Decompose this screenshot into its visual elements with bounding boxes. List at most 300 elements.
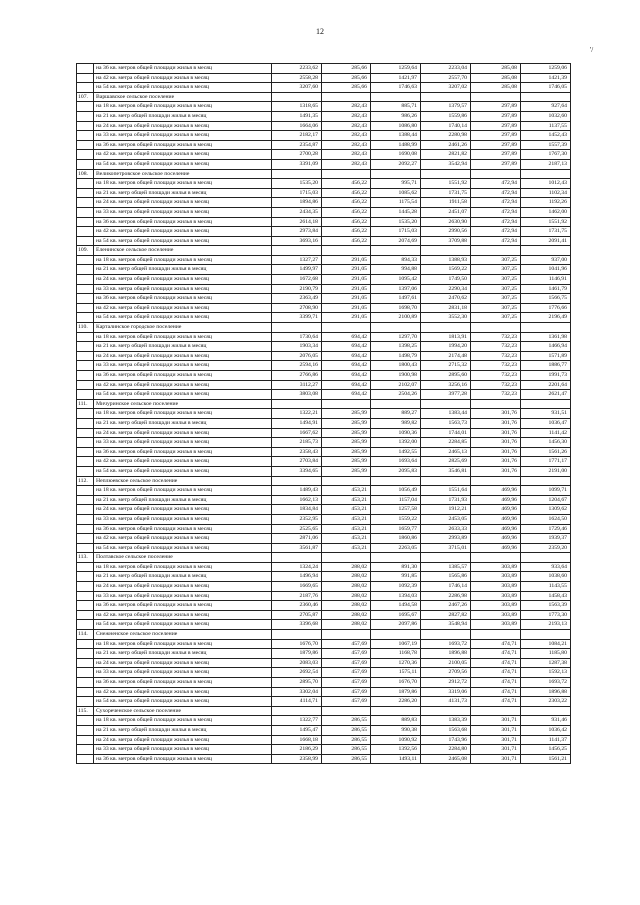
value-cell: 3256,16: [421, 380, 471, 390]
section-row: [77, 630, 571, 640]
value-cell: 453,21: [322, 514, 371, 524]
empty-cell: [77, 658, 94, 668]
value-cell: 1912,21: [421, 505, 471, 515]
value-cell: 469,96: [471, 505, 521, 515]
value-cell: 1322,21: [272, 409, 322, 419]
value-cell: 472,94: [471, 207, 521, 217]
table-row: [77, 140, 571, 150]
empty-cell: [77, 754, 94, 764]
table-row: [77, 754, 571, 764]
table-row: [77, 534, 571, 544]
value-cell: 1157,04: [371, 495, 421, 505]
value-cell: 1676,70: [272, 639, 322, 649]
value-cell: 3302,04: [272, 687, 322, 697]
value-cell: 1324,24: [272, 562, 322, 572]
empty-cell: [471, 169, 521, 179]
value-cell: 991,85: [371, 572, 421, 582]
value-cell: 1458,43: [521, 591, 571, 601]
table-row: [77, 725, 571, 735]
row-label: на 21 кв. метр общей площади жилья в месяц: [94, 495, 272, 505]
value-cell: 989,82: [371, 418, 421, 428]
value-cell: 1662,13: [272, 495, 322, 505]
value-cell: 291,05: [322, 294, 371, 304]
row-label: на 42 кв. метра общей площади жилья в месяц: [94, 610, 272, 620]
value-cell: 2191,00: [521, 466, 571, 476]
value-cell: 3542,94: [421, 159, 471, 169]
value-cell: 1421,39: [521, 73, 571, 83]
value-cell: 1731,75: [421, 188, 471, 198]
value-cell: 288,02: [322, 591, 371, 601]
empty-cell: [77, 697, 94, 707]
value-cell: 2831,18: [421, 303, 471, 313]
empty-cell: [77, 591, 94, 601]
empty-cell: [77, 227, 94, 237]
empty-cell: [421, 92, 471, 102]
value-cell: 1287,38: [521, 658, 571, 668]
value-cell: 1860,86: [371, 534, 421, 544]
table-row: [77, 111, 571, 121]
value-cell: 282,43: [322, 131, 371, 141]
table-row: [77, 495, 571, 505]
value-cell: 2092,27: [371, 159, 421, 169]
value-cell: 285,08: [471, 83, 521, 93]
value-cell: 2708,90: [272, 303, 322, 313]
value-cell: 1318,65: [272, 102, 322, 112]
value-cell: 301,76: [471, 409, 521, 419]
value-cell: 472,94: [471, 198, 521, 208]
row-label: на 18 кв. метров общей площади жилья в месяц: [94, 255, 272, 265]
table-row: [77, 582, 571, 592]
value-cell: 1565,86: [421, 572, 471, 582]
value-cell: 1394,03: [371, 591, 421, 601]
value-cell: 1695,67: [371, 610, 421, 620]
value-cell: 288,02: [322, 582, 371, 592]
value-cell: 2621,47: [521, 390, 571, 400]
empty-cell: [371, 553, 421, 563]
value-cell: 469,96: [471, 514, 521, 524]
value-cell: 288,02: [322, 601, 371, 611]
value-cell: 1559,86: [421, 111, 471, 121]
value-cell: 3803,08: [272, 390, 322, 400]
value-cell: 453,21: [322, 534, 371, 544]
table-row: [77, 159, 571, 169]
row-label: на 36 кв. метров общей площади жилья в месяц: [94, 371, 272, 381]
value-cell: 1137,55: [521, 121, 571, 131]
value-cell: 3207,60: [272, 83, 322, 93]
value-cell: 1668,18: [272, 735, 322, 745]
row-label: на 18 кв. метров общей площади жилья в месяц: [94, 716, 272, 726]
value-cell: 457,69: [322, 668, 371, 678]
value-cell: 1834,84: [272, 505, 322, 515]
row-label: на 42 кв. метра общей площади жилья в месяц: [94, 227, 272, 237]
empty-cell: [77, 725, 94, 735]
value-cell: 1032,60: [521, 111, 571, 121]
value-cell: 3715,01: [421, 543, 471, 553]
value-cell: 1084,21: [521, 639, 571, 649]
value-cell: 288,02: [322, 620, 371, 630]
value-cell: 288,02: [322, 572, 371, 582]
value-cell: 2303,22: [521, 697, 571, 707]
value-cell: 2284,85: [421, 438, 471, 448]
value-cell: 1309,62: [521, 505, 571, 515]
value-cell: 1385,57: [421, 562, 471, 572]
row-label: на 42 кв. метра общей площади жилья в месяц: [94, 380, 272, 390]
value-cell: 2461,26: [421, 140, 471, 150]
row-label: на 21 кв. метр общей площади жилья в месяц: [94, 265, 272, 275]
row-label: на 36 кв. метров общей площади жилья в месяц: [94, 447, 272, 457]
value-cell: 1067,19: [371, 639, 421, 649]
value-cell: 2709,56: [421, 668, 471, 678]
value-cell: 732,23: [471, 351, 521, 361]
value-cell: 1383,44: [421, 409, 471, 419]
value-cell: 1939,37: [521, 534, 571, 544]
table-row: [77, 207, 571, 217]
row-label: на 36 кв. метров общей площади жилья в месяц: [94, 601, 272, 611]
value-cell: 307,25: [471, 255, 521, 265]
empty-cell: [421, 706, 471, 716]
value-cell: 453,21: [322, 543, 371, 553]
value-cell: 453,21: [322, 495, 371, 505]
value-cell: 1146,91: [521, 275, 571, 285]
row-label: на 33 кв. метра общей площади жилья в месяц: [94, 207, 272, 217]
value-cell: 301,71: [471, 735, 521, 745]
value-cell: 291,05: [322, 275, 371, 285]
value-cell: 1571,89: [521, 351, 571, 361]
value-cell: 1489,43: [272, 486, 322, 496]
row-label: на 18 кв. метров общей площади жилья в месяц: [94, 179, 272, 189]
empty-cell: [322, 323, 371, 333]
table-row: [77, 284, 571, 294]
section-title: Сухореченское сельское поселение: [94, 706, 272, 716]
empty-cell: [77, 687, 94, 697]
table-row: [77, 687, 571, 697]
value-cell: 285,99: [322, 438, 371, 448]
value-cell: 2187,13: [521, 159, 571, 169]
value-cell: 456,22: [322, 236, 371, 246]
value-cell: 2470,62: [421, 294, 471, 304]
table-row: [77, 150, 571, 160]
empty-cell: [77, 121, 94, 131]
value-cell: 4114,71: [272, 697, 322, 707]
empty-cell: [322, 399, 371, 409]
value-cell: 2700,28: [272, 150, 322, 160]
empty-cell: [421, 553, 471, 563]
value-cell: 453,21: [322, 524, 371, 534]
table-row: [77, 438, 571, 448]
table-row: [77, 735, 571, 745]
row-label: на 33 кв. метра общей площади жилья в месяц: [94, 745, 272, 755]
empty-cell: [77, 582, 94, 592]
value-cell: 1499,97: [272, 265, 322, 275]
empty-cell: [77, 275, 94, 285]
empty-cell: [77, 495, 94, 505]
empty-cell: [371, 476, 421, 486]
value-cell: 1569,22: [421, 265, 471, 275]
empty-cell: [322, 706, 371, 716]
page-number: 12: [316, 27, 324, 36]
value-cell: 1388,93: [421, 255, 471, 265]
empty-cell: [77, 102, 94, 112]
value-cell: 291,05: [322, 303, 371, 313]
value-cell: 1090,92: [371, 735, 421, 745]
value-cell: 285,66: [322, 73, 371, 83]
value-cell: 3709,88: [421, 236, 471, 246]
empty-cell: [77, 418, 94, 428]
row-label: на 33 кв. метра общей площади жилья в месяц: [94, 591, 272, 601]
value-cell: 1488,99: [371, 140, 421, 150]
value-cell: 474,71: [471, 697, 521, 707]
row-label: на 24 кв. метра общей площади жилья в месяц: [94, 505, 272, 515]
value-cell: 1493,11: [371, 754, 421, 764]
table-row: [77, 73, 571, 83]
empty-cell: [521, 169, 571, 179]
value-cell: 1361,98: [521, 332, 571, 342]
empty-cell: [471, 399, 521, 409]
empty-cell: [77, 457, 94, 467]
row-label: на 54 кв. метра общей площади жилья в месяц: [94, 313, 272, 323]
row-label: на 21 кв. метр общей площади жилья в месяц: [94, 342, 272, 352]
value-cell: 3207,02: [421, 83, 471, 93]
value-cell: 1715,03: [272, 188, 322, 198]
value-cell: 1175,54: [371, 198, 421, 208]
empty-cell: [77, 562, 94, 572]
value-cell: 889,27: [371, 409, 421, 419]
empty-cell: [77, 447, 94, 457]
value-cell: 469,96: [471, 543, 521, 553]
tariff-table: [76, 63, 571, 764]
value-cell: 1749,50: [421, 275, 471, 285]
value-cell: 285,99: [322, 418, 371, 428]
table-row: [77, 179, 571, 189]
row-label: на 42 кв. метра общей площади жилья в месяц: [94, 73, 272, 83]
section-number: 107.: [77, 92, 94, 102]
value-cell: 1498,79: [371, 351, 421, 361]
value-cell: 2827,82: [421, 610, 471, 620]
value-cell: 2465,13: [421, 447, 471, 457]
value-cell: 2076,05: [272, 351, 322, 361]
value-cell: 2525,65: [272, 524, 322, 534]
value-cell: 1383,39: [421, 716, 471, 726]
value-cell: 297,89: [471, 111, 521, 121]
value-cell: 285,08: [471, 73, 521, 83]
value-cell: 1744,01: [421, 428, 471, 438]
value-cell: 1879,86: [272, 649, 322, 659]
table-row: [77, 351, 571, 361]
empty-cell: [471, 246, 521, 256]
row-label: на 54 кв. метра общей площади жилья в месяц: [94, 236, 272, 246]
value-cell: 2504,26: [371, 390, 421, 400]
value-cell: 457,69: [322, 639, 371, 649]
table-row: [77, 514, 571, 524]
value-cell: 2193,13: [521, 620, 571, 630]
value-cell: 303,89: [471, 562, 521, 572]
table-row: [77, 620, 571, 630]
value-cell: 1900,98: [371, 371, 421, 381]
table-row: [77, 227, 571, 237]
value-cell: 1557,39: [521, 140, 571, 150]
empty-cell: [471, 476, 521, 486]
row-label: на 18 кв. метров общей площади жилья в месяц: [94, 486, 272, 496]
row-label: на 18 кв. метров общей площади жилья в месяц: [94, 102, 272, 112]
empty-cell: [322, 553, 371, 563]
value-cell: 1698,70: [371, 303, 421, 313]
table-row: [77, 591, 571, 601]
row-label: на 21 кв. метр общей площади жилья в месяц: [94, 188, 272, 198]
value-cell: 457,69: [322, 678, 371, 688]
section-number: 110.: [77, 323, 94, 333]
row-label: на 36 кв. метров общей площади жилья в месяц: [94, 524, 272, 534]
table-row: [77, 83, 571, 93]
value-cell: 2895,70: [272, 678, 322, 688]
value-cell: 474,71: [471, 639, 521, 649]
value-cell: 1575,11: [371, 668, 421, 678]
value-cell: 2451,07: [421, 207, 471, 217]
value-cell: 2821,82: [421, 150, 471, 160]
empty-cell: [272, 92, 322, 102]
value-cell: 694,42: [322, 342, 371, 352]
value-cell: 1729,46: [521, 524, 571, 534]
table-row: [77, 121, 571, 131]
value-cell: 1896,88: [521, 687, 571, 697]
value-cell: 285,66: [322, 64, 371, 74]
value-cell: 2434,35: [272, 207, 322, 217]
row-label: на 24 кв. метра общей площади жилья в месяц: [94, 735, 272, 745]
value-cell: 4131,73: [421, 697, 471, 707]
value-cell: 1041,96: [521, 265, 571, 275]
row-label: на 33 кв. метра общей площади жилья в месяц: [94, 668, 272, 678]
value-cell: 307,25: [471, 275, 521, 285]
table-row: [77, 198, 571, 208]
value-cell: 732,23: [471, 390, 521, 400]
value-cell: 1731,75: [521, 227, 571, 237]
value-cell: 1746,14: [421, 582, 471, 592]
empty-cell: [77, 284, 94, 294]
value-cell: 1398,25: [371, 342, 421, 352]
table-row: [77, 524, 571, 534]
empty-cell: [77, 179, 94, 189]
row-label: на 33 кв. метра общей площади жилья в месяц: [94, 514, 272, 524]
value-cell: 2358,99: [272, 754, 322, 764]
empty-cell: [77, 524, 94, 534]
value-cell: 1036,47: [521, 418, 571, 428]
empty-cell: [77, 572, 94, 582]
value-cell: 307,25: [471, 265, 521, 275]
value-cell: 288,02: [322, 610, 371, 620]
value-cell: 2871,06: [272, 534, 322, 544]
value-cell: 2102,07: [371, 380, 421, 390]
empty-cell: [521, 399, 571, 409]
value-cell: 1099,71: [521, 486, 571, 496]
value-cell: 1494,58: [371, 601, 421, 611]
table-row: [77, 562, 571, 572]
table-row: [77, 697, 571, 707]
table-row: [77, 217, 571, 227]
value-cell: 2290,34: [421, 284, 471, 294]
value-cell: 933,64: [521, 562, 571, 572]
section-row: [77, 246, 571, 256]
empty-cell: [77, 543, 94, 553]
value-cell: 1800,43: [371, 361, 421, 371]
table-row: [77, 447, 571, 457]
table-body: [77, 64, 571, 764]
empty-cell: [421, 246, 471, 256]
value-cell: 1994,20: [421, 342, 471, 352]
row-label: на 18 кв. метров общей площади жилья в месяц: [94, 639, 272, 649]
value-cell: 1551,64: [421, 486, 471, 496]
empty-cell: [77, 83, 94, 93]
value-cell: 2286,98: [421, 591, 471, 601]
section-row: [77, 553, 571, 563]
value-cell: 286,55: [322, 735, 371, 745]
value-cell: 2190,79: [272, 284, 322, 294]
value-cell: 1492,55: [371, 447, 421, 457]
value-cell: 1086,80: [371, 121, 421, 131]
value-cell: 474,71: [471, 668, 521, 678]
value-cell: 2182,17: [272, 131, 322, 141]
value-cell: 472,94: [471, 188, 521, 198]
value-cell: 2083,03: [272, 658, 322, 668]
value-cell: 291,05: [322, 255, 371, 265]
section-number: 113.: [77, 553, 94, 563]
value-cell: 2174,48: [421, 351, 471, 361]
section-title: Снежненское сельское поселение: [94, 630, 272, 640]
value-cell: 2091,41: [521, 236, 571, 246]
empty-cell: [77, 678, 94, 688]
value-cell: 297,89: [471, 150, 521, 160]
value-cell: 286,55: [322, 725, 371, 735]
value-cell: 1056,49: [371, 486, 421, 496]
value-cell: 285,08: [471, 64, 521, 74]
empty-cell: [521, 92, 571, 102]
value-cell: 3552,30: [421, 313, 471, 323]
value-cell: 1746,63: [371, 83, 421, 93]
value-cell: 291,05: [322, 313, 371, 323]
empty-cell: [77, 371, 94, 381]
value-cell: 694,42: [322, 361, 371, 371]
empty-cell: [421, 399, 471, 409]
value-cell: 307,25: [471, 313, 521, 323]
empty-cell: [77, 303, 94, 313]
section-row: [77, 323, 571, 333]
row-label: на 18 кв. метров общей площади жилья в месяц: [94, 562, 272, 572]
empty-cell: [371, 706, 421, 716]
value-cell: 1894,86: [272, 198, 322, 208]
empty-cell: [471, 92, 521, 102]
empty-cell: [77, 428, 94, 438]
row-label: на 21 кв. метр общей площади жилья в месяц: [94, 418, 272, 428]
value-cell: 1445,28: [371, 207, 421, 217]
value-cell: 469,96: [471, 486, 521, 496]
empty-cell: [77, 236, 94, 246]
value-cell: 694,42: [322, 390, 371, 400]
row-label: на 54 кв. метра общей площади жилья в месяц: [94, 620, 272, 630]
row-label: на 42 кв. метра общей площади жилья в месяц: [94, 457, 272, 467]
value-cell: 3693,16: [272, 236, 322, 246]
table-row: [77, 342, 571, 352]
empty-cell: [77, 390, 94, 400]
value-cell: 1452,43: [521, 131, 571, 141]
row-label: на 42 кв. метра общей площади жилья в месяц: [94, 687, 272, 697]
value-cell: 1911,58: [421, 198, 471, 208]
value-cell: 1462,00: [521, 207, 571, 217]
value-cell: 1535,20: [272, 179, 322, 189]
empty-cell: [77, 380, 94, 390]
value-cell: 889,83: [371, 716, 421, 726]
value-cell: 457,69: [322, 658, 371, 668]
value-cell: 1731,93: [421, 495, 471, 505]
empty-cell: [521, 323, 571, 333]
row-label: на 33 кв. метра общей площади жилья в месяц: [94, 284, 272, 294]
